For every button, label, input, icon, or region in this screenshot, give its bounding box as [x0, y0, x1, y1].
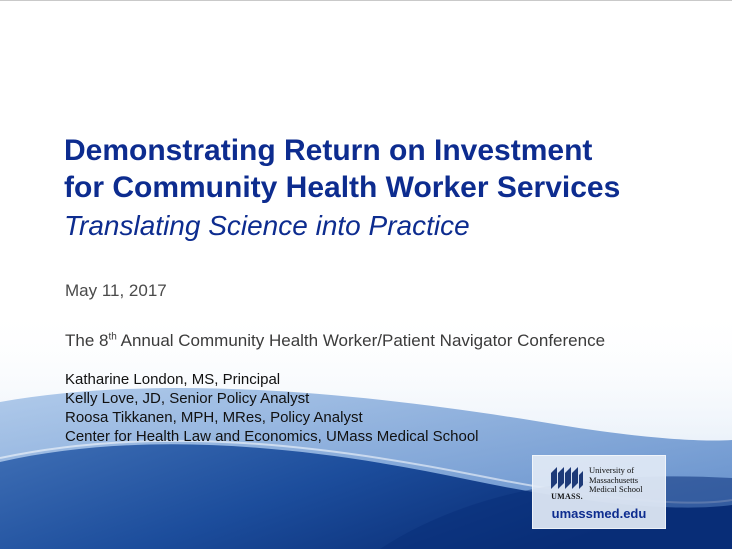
umass-logo-icon	[549, 465, 585, 491]
presenter-list	[65, 370, 479, 446]
presenter-line: Kelly Love, JD, Senior Policy Analyst	[65, 390, 310, 407]
conference-ordinal-suffix: th	[108, 331, 117, 343]
presentation-date: May 11, 2017	[65, 281, 167, 300]
umass-logo-box	[532, 455, 666, 529]
conference-prefix: The 8	[65, 331, 109, 350]
top-rule	[0, 0, 732, 1]
logo-text-line-2: Massachusetts	[589, 474, 639, 485]
umassmed-url: umassmed.edu	[551, 506, 647, 521]
umass-wordmark: UMASS.	[551, 492, 583, 501]
title-line-1: Demonstrating Return on Investment	[64, 134, 593, 167]
slide-subtitle: Translating Science into Practice	[64, 210, 470, 241]
conference-suffix: Annual Community Health Worker/Patient Navigator Conference	[116, 331, 606, 350]
title-line-2: for Community Health Worker Services	[64, 171, 621, 204]
logo-text-line-1: University of	[589, 465, 635, 475]
presenter-line: Roosa Tikkanen, MPH, MRes, Policy Analyst	[65, 409, 363, 426]
conference-name	[65, 330, 605, 352]
presenter-line: Katharine London, MS, Principal	[65, 371, 281, 388]
logo-text-line-3: Medical School	[589, 484, 643, 494]
affiliation-line: Center for Health Law and Economics, UMass Medical School	[65, 428, 479, 445]
umass-logo-text	[589, 466, 643, 495]
slide-title	[64, 132, 724, 206]
